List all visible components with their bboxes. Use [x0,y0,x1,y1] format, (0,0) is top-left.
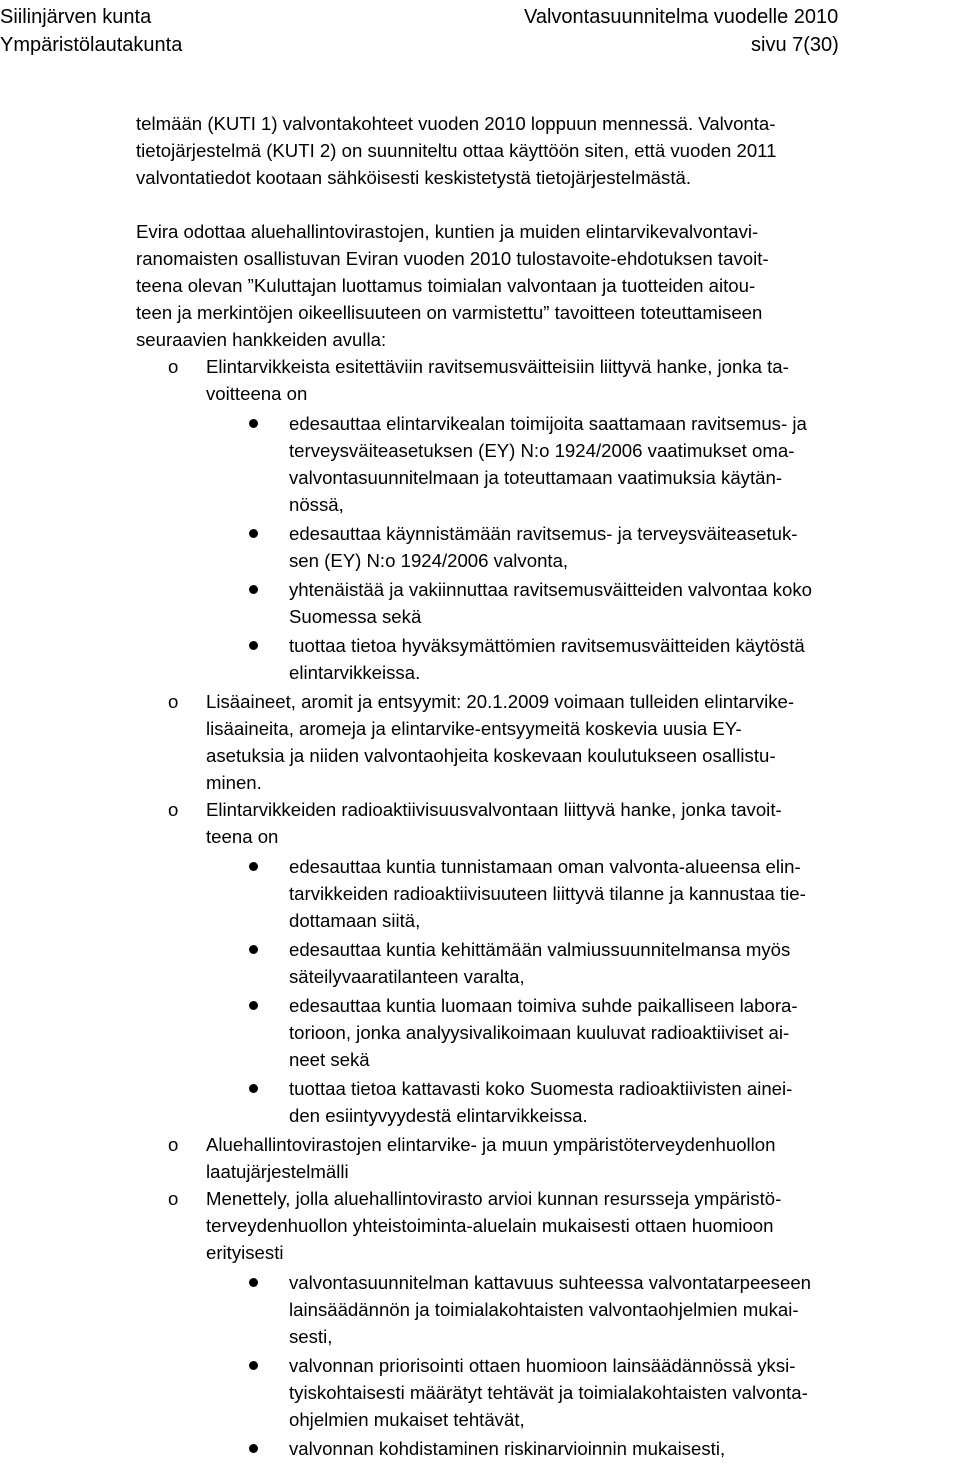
bullet-line: den esiintyvyydestä elintarvikkeissa. [289,1105,588,1126]
project-item [136,1131,956,1185]
bullet-dot-icon [249,520,258,547]
project-item-line: voitteena on [206,383,308,404]
project-item [136,1185,956,1266]
bullet-line: edesauttaa kuntia tunnistamaan oman valvonta-alueensa elin- [289,856,801,877]
page-header [0,0,960,60]
organization-name: Siilinjärven kunta [0,6,152,28]
bullet-line: edesauttaa elintarvikealan toimijoita saattamaan ravitsemus- ja [289,413,807,434]
bullet-line: tuottaa tietoa kattavasti koko Suomesta radioaktiivisten ainei- [289,1078,793,1099]
bullet-item [136,1435,956,1462]
bullet-list [136,1269,956,1462]
bullet-list [136,410,956,686]
bullet-line: elintarvikkeissa. [289,662,421,683]
bullet-dot-icon [249,632,258,659]
bullet-line: terveysväiteasetuksen (EY) N:o 1924/2006 vaatimukset oma- [289,440,795,461]
text-line: ranomaisten osallistuvan Eviran vuoden 2010 tulostavoite-ehdotuksen tavoit- [136,248,769,269]
project-item [136,353,956,407]
bullet-line: lainsäädännön ja toimialakohtaisten valvontaohjelmien mukai- [289,1299,799,1320]
bullet-line: tarvikkeiden radioaktiivisuuteen liittyvä tilanne ja kannustaa tie- [289,883,806,904]
bullet-line: edesauttaa kuntia luomaan toimiva suhde paikalliseen labora- [289,995,798,1016]
project-item-line: Menettely, jolla aluehallintovirasto arvioi kunnan resursseja ympäristö- [206,1188,782,1209]
project-item-line: teena on [206,826,279,847]
bullet-line: torioon, jonka analyysivalikoimaan kuuluvat radioaktiiviset ai- [289,1022,790,1043]
project-item-line: Lisäaineet, aromit ja entsyymit: 20.1.2009 voimaan tulleiden elintarvike- [206,691,795,712]
project-item [136,688,956,796]
bullet-line: sen (EY) N:o 1924/2006 valvonta, [289,550,569,571]
text-line: teena olevan ”Kuluttajan luottamus toimialan valvontaan ja tuotteiden aitou- [136,275,756,296]
bullet-line: nössä, [289,494,344,515]
project-item-line: erityisesti [206,1242,284,1263]
bullet-line: ohjelmien mukaiset tehtävät, [289,1409,525,1430]
bullet-line: neet sekä [289,1049,370,1070]
text-line: valvontatiedot kootaan sähköisesti keskistetystä tietojärjestelmästä. [136,167,691,188]
bullet-line: sesti, [289,1326,333,1347]
list-marker: o [168,1134,179,1155]
bullet-item [136,410,956,518]
bullet-item [136,936,956,990]
bullet-line: tyiskohtaisesti määrätyt tehtävät ja toimialakohtaisten valvonta- [289,1382,808,1403]
bullet-line: yhtenäistää ja vakiinnuttaa ravitsemusväitteiden valvontaa koko [289,579,812,600]
bullet-line: edesauttaa käynnistämään ravitsemus- ja terveysväiteasetuk- [289,523,798,544]
bullet-line: valvontasuunnitelman kattavuus suhteessa valvontatarpeeseen [289,1272,811,1293]
bullet-line: Suomessa sekä [289,606,422,627]
bullet-list [136,853,956,1129]
bullet-dot-icon [249,936,258,963]
bullet-dot-icon [249,1269,258,1296]
document-title: Valvontasuunnitelma vuodelle 2010 [524,6,839,28]
list-marker: o [168,691,179,712]
bullet-line: valvonnan priorisointi ottaen huomioon lainsäädännössä yksi- [289,1355,796,1376]
bullet-line: edesauttaa kuntia kehittämään valmiussuunnitelmansa myös [289,939,791,960]
bullet-dot-icon [249,853,258,880]
bullet-dot-icon [249,1352,258,1379]
text-line: Evira odottaa aluehallintovirastojen, kuntien ja muiden elintarvikevalvontavi- [136,221,759,242]
bullet-line: dottamaan siitä, [289,910,421,931]
list-marker: o [168,1188,179,1209]
project-item-line: minen. [206,772,262,793]
bullet-item [136,853,956,934]
paragraph-kuti [136,110,956,191]
project-item-line: asetuksia ja niiden valvontaohjeita koskevaan koulutukseen osallistu- [206,745,776,766]
bullet-line: säteilyvaaratilanteen varalta, [289,966,525,987]
project-list [136,353,956,1462]
bullet-dot-icon [249,576,258,603]
bullet-item [136,576,956,630]
bullet-line: tuottaa tietoa hyväksymättömien ravitsemusväitteiden käytöstä [289,635,805,656]
page-number: sivu 7(30) [751,34,839,56]
paragraph-evira [136,218,956,1464]
bullet-line: valvontasuunnitelmaan ja toteuttamaan vaatimuksia käytän- [289,467,783,488]
project-item-line: terveydenhuollon yhteistoiminta-aluelain mukaisesti ottaen huomioon [206,1215,774,1236]
bullet-item [136,632,956,686]
list-marker: o [168,356,179,377]
project-item [136,796,956,850]
bullet-dot-icon [249,410,258,437]
bullet-item [136,1075,956,1129]
bullet-dot-icon [249,992,258,1019]
project-item-line: laatujärjestelmälli [206,1161,349,1182]
project-item-line: lisäaineita, aromeja ja elintarvike-entsyymeitä koskevia uusia EY- [206,718,742,739]
bullet-dot-icon [249,1435,258,1462]
bullet-item [136,520,956,574]
department-name: Ympäristölautakunta [0,34,183,56]
text-line: teen ja merkintöjen oikeellisuuteen on varmistettu” tavoitteen toteuttamiseen [136,302,763,323]
project-item-line: Elintarvikkeista esitettäviin ravitsemusväitteisiin liittyvä hanke, jonka ta- [206,356,789,377]
bullet-item [136,1269,956,1350]
bullet-item [136,992,956,1073]
bullet-line: valvonnan kohdistaminen riskinarvioinnin mukaisesti, [289,1438,726,1459]
text-line: seuraavien hankkeiden avulla: [136,329,387,350]
list-marker: o [168,799,179,820]
text-line: telmään (KUTI 1) valvontakohteet vuoden 2010 loppuun mennessä. Valvonta- [136,113,776,134]
bullet-item [136,1352,956,1433]
project-item-line: Elintarvikkeiden radioaktiivisuusvalvontaan liittyvä hanke, jonka tavoit- [206,799,782,820]
project-item-line: Aluehallintovirastojen elintarvike- ja muun ympäristöterveydenhuollon [206,1134,776,1155]
bullet-dot-icon [249,1075,258,1102]
text-line: tietojärjestelmä (KUTI 2) on suunniteltu ottaa käyttöön siten, että vuoden 2011 [136,140,777,161]
